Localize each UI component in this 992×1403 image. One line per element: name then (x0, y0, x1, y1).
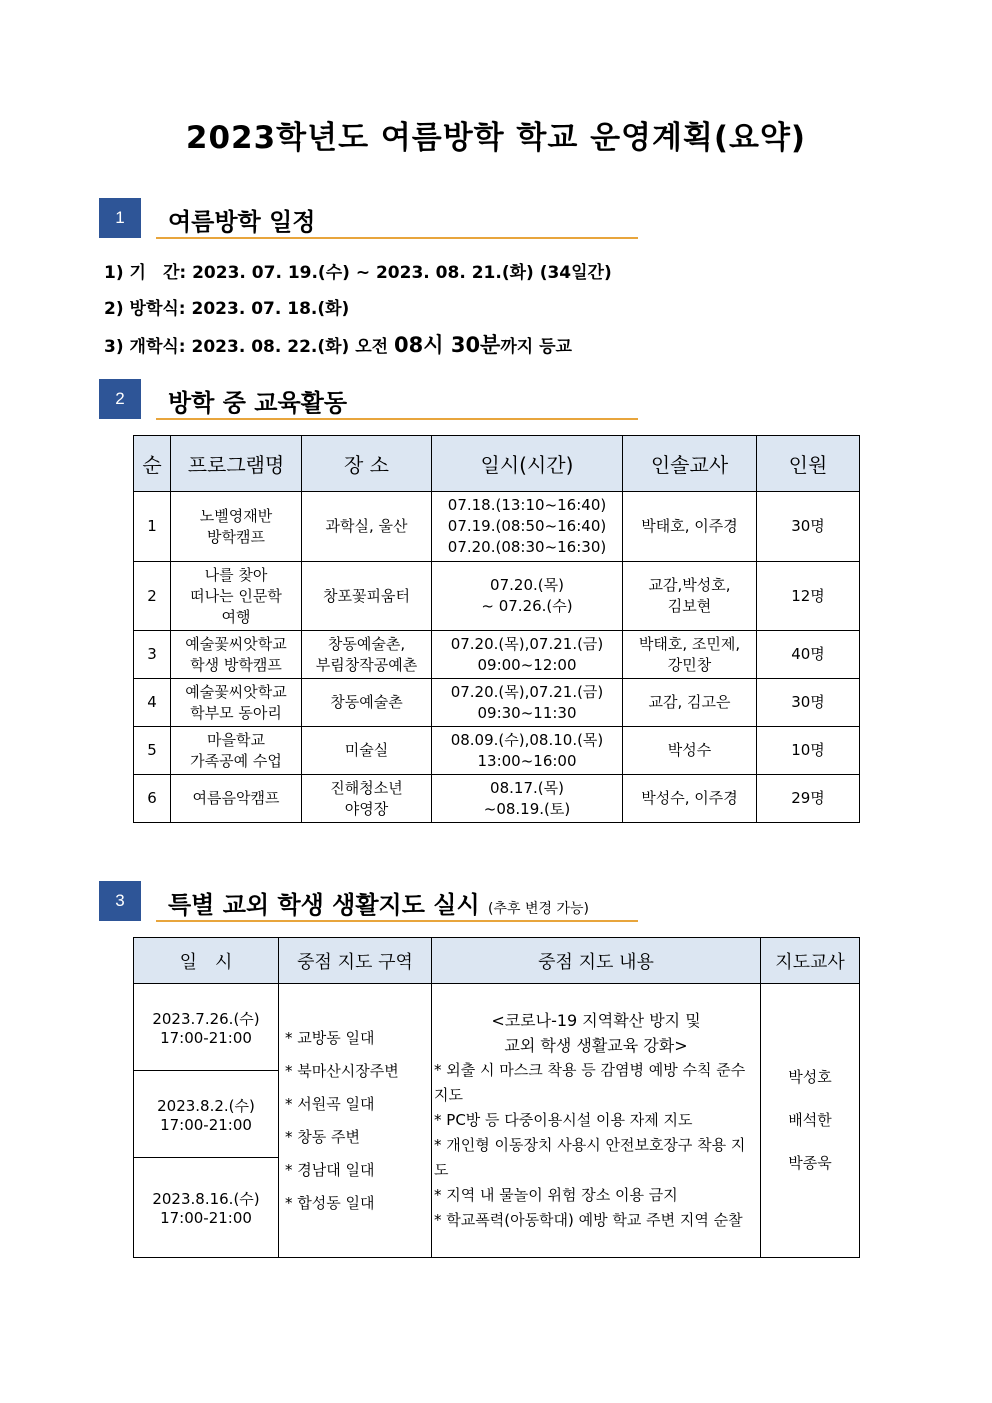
page-title: 2023학년도 여름방학 학교 운영계획(요약) (185, 120, 807, 156)
schedule-opening: 3) 개학식: 2023. 08. 22.(화) 오전 08시 30분까지 등교 (104, 333, 572, 357)
guidance-teachers: 박성호 배석한 박종욱 (761, 984, 860, 1258)
section-1-underline (156, 237, 638, 239)
section-3-underline (156, 920, 638, 922)
guidance-areas: * 교방동 일대 * 북마산시장주변 * 서원곡 일대 * 창동 주변 * 경남대 일대 * 합성동 일대 (279, 984, 432, 1258)
header-guidance-teacher: 지도교사 (761, 938, 860, 984)
section-2-title: 방학 중 교육활동 (168, 389, 347, 417)
table-row: 3 예술꽃씨앗학교 학생 방학캠프 창동예술촌, 부림창작공예촌 07.20.(목),07.21.(금) 09:00~12:00 박태호, 조민제, 강민창 40명 (134, 631, 860, 679)
section-2-number: 2 (99, 379, 141, 419)
header-date: 일 시 (134, 938, 279, 984)
section-1-number: 1 (99, 198, 141, 238)
header-no: 순 (134, 436, 171, 492)
guidance-content: <코로나-19 지역확산 방지 및 교외 학생 생활교육 강화> * 외출 시 마스크 착용 등 감염병 예방 수칙 준수 지도 * PC방 등 다중이용시설 이용 자제 지도 * 개인형 이동장치 사용시 안전보호장구 착용 지도 * 지역 내 물놀이 위험 장소 이용 금지 * 학교폭력(아동학대) 예방 학교 주변 지역 순찰 (432, 984, 761, 1258)
table-row: 4 예술꽃씨앗학교 학부모 동아리 창동예술촌 07.20.(목),07.21.(금) 09:30~11:30 교감, 김고은 30명 (134, 679, 860, 727)
section-3-title: 특별 교외 학생 생활지도 실시 (추후 변경 가능) (168, 891, 589, 919)
activities-header-row (134, 436, 860, 492)
guidance-table (133, 937, 860, 1258)
section-1-title: 여름방학 일정 (168, 208, 316, 236)
header-place: 장 소 (302, 436, 432, 492)
activities-table (133, 435, 860, 823)
guidance-header-row (134, 938, 860, 984)
guidance-date: 2023.8.16.(수) 17:00-21:00 (134, 1158, 279, 1258)
table-row: 6 여름음악캠프 진해청소년 야영장 08.17.(목) ~08.19.(토) 박성수, 이주경 29명 (134, 775, 860, 823)
table-row (134, 984, 860, 1071)
section-2-underline (156, 418, 638, 420)
table-row: 2 나를 찾아 떠나는 인문학 여행 창포꽃피움터 07.20.(목) ~ 07.26.(수) 교감,박성호, 김보현 12명 (134, 562, 860, 631)
table-row: 1 노벨영재반 방학캠프 과학실, 울산 07.18.(13:10~16:40) 07.19.(08:50~16:40) 07.20.(08:30~16:30) 박태호, 이주경 30명 (134, 492, 860, 562)
section-3-number: 3 (99, 881, 141, 921)
guidance-date: 2023.7.26.(수) 17:00-21:00 (134, 984, 279, 1071)
section-3-note: (추후 변경 가능) (488, 901, 589, 917)
table-row: 5 마을학교 가족공예 수업 미술실 08.09.(수),08.10.(목) 13:00~16:00 박성수 10명 (134, 727, 860, 775)
header-content: 중점 지도 내용 (432, 938, 761, 984)
header-program: 프로그램명 (171, 436, 302, 492)
header-time: 일시(시간) (432, 436, 623, 492)
guidance-date: 2023.8.2.(수) 17:00-21:00 (134, 1071, 279, 1158)
header-count: 인원 (757, 436, 860, 492)
header-teacher: 인솔교사 (623, 436, 757, 492)
schedule-closing: 2) 방학식: 2023. 07. 18.(화) (104, 299, 350, 319)
header-area: 중점 지도 구역 (279, 938, 432, 984)
schedule-period: 1) 기 간: 2023. 07. 19.(수) ~ 2023. 08. 21.(화) (34일간) (104, 263, 612, 283)
